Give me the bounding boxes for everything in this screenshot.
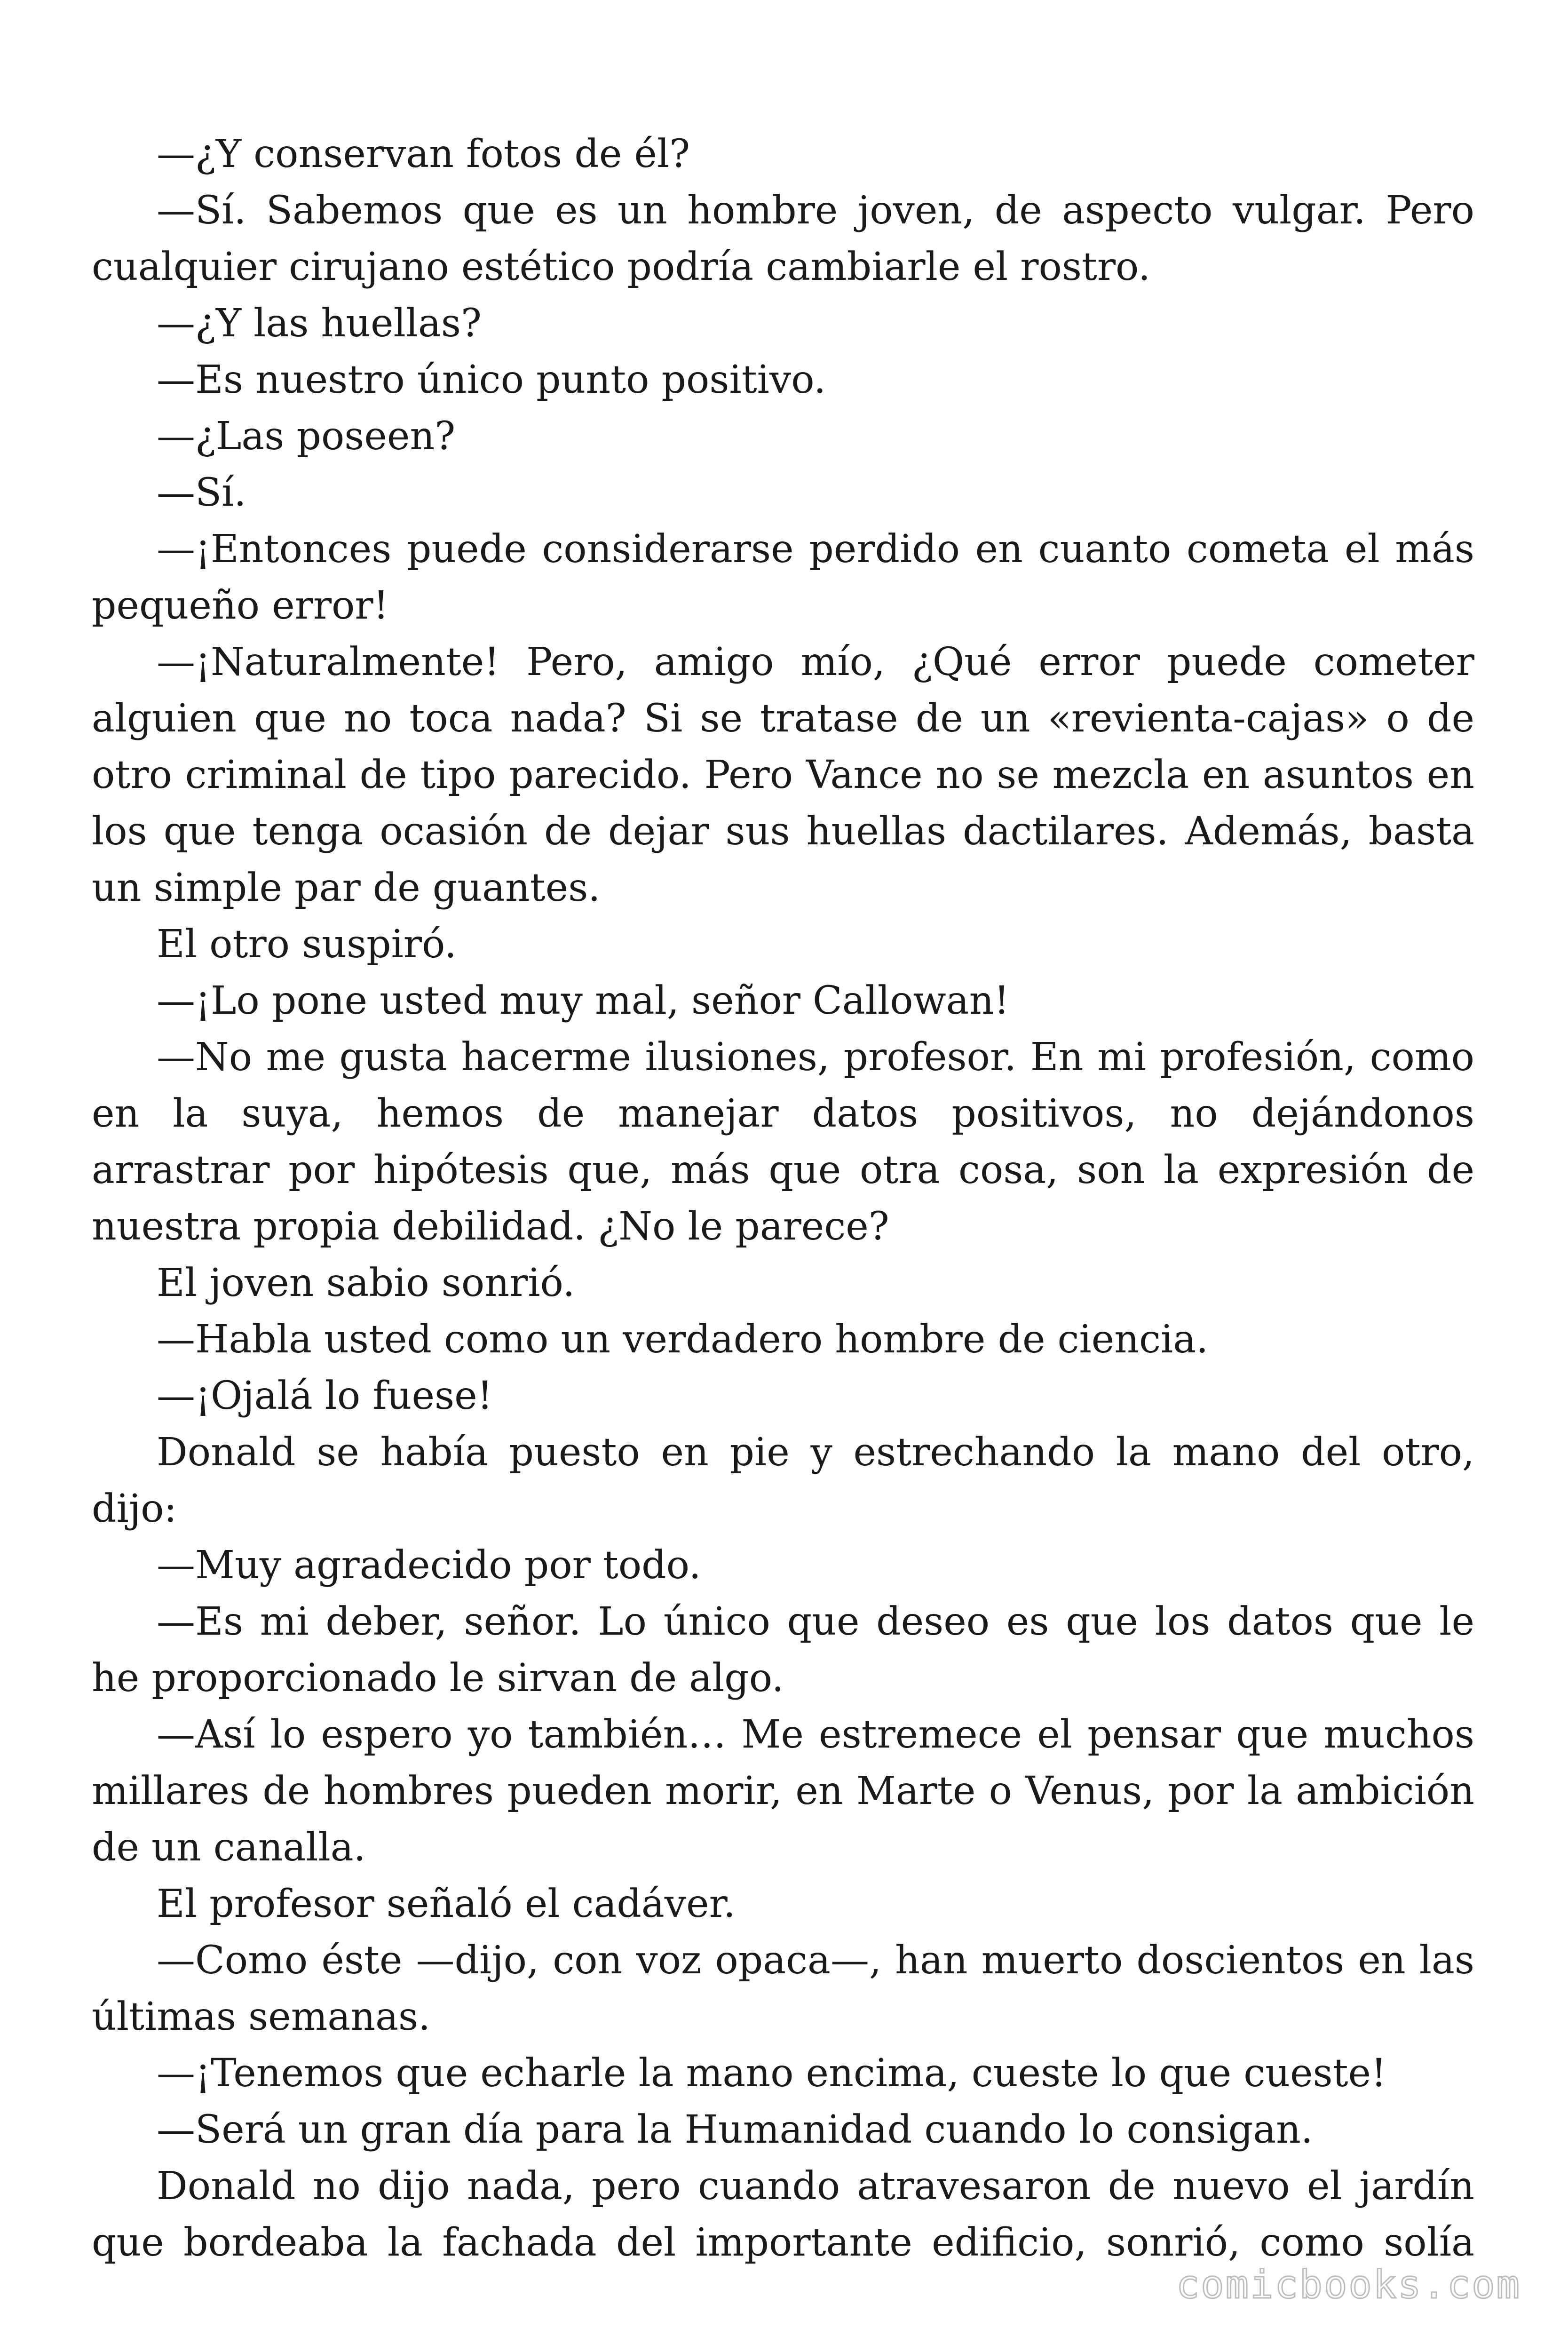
paragraph: —Será un gran día para la Humanidad cuando lo consigan. [157, 2107, 1313, 2152]
paragraph: —Así lo espero yo también… Me estremece el pensar que muchos millares de hombres pueden morir, en Marte o Venus, por la ambición de un canalla. [92, 1712, 1474, 1870]
paragraph: —¡Tenemos que echarle la mano encima, cueste lo que cueste! [157, 2051, 1387, 2096]
paragraph: —Habla usted como un verdadero hombre de ciencia. [157, 1317, 1209, 1362]
paragraph: —¿Y conservan fotos de él? [157, 132, 690, 176]
paragraph: —¡Naturalmente! Pero, amigo mío, ¿Qué error puede cometer alguien que no toca nada? Si se tratase de un «revienta-cajas» o de otro criminal de tipo parecido. Pero Vance no se mezcla en asuntos en los que tenga ocasión de dejar sus huellas dactilares. Además, basta un simple par de guantes. [92, 640, 1474, 910]
site-watermark: comicbooks.com [1176, 2263, 1521, 2307]
paragraph: —Es nuestro único punto positivo. [157, 358, 826, 402]
paragraph: —¿Las poseen? [157, 414, 456, 459]
paragraph: —Sí. [157, 470, 246, 515]
paragraph: El otro suspiró. [157, 922, 457, 967]
paragraph: —No me gusta hacerme ilusiones, profesor. En mi profesión, como en la suya, hemos de manejar datos positivos, no dejándonos arrastrar por hipótesis que, más que otra cosa, son la expresión de nuestra propia debilidad. ¿No le parece? [92, 1035, 1474, 1249]
paragraph: El profesor señaló el cadáver. [157, 1882, 736, 1926]
paragraph: —¿Y las huellas? [157, 301, 482, 346]
paragraph: —Muy agradecido por todo. [157, 1543, 701, 1588]
paragraph: El joven sabio sonrió. [157, 1261, 575, 1305]
paragraph: —¡Lo pone usted muy mal, señor Callowan! [157, 978, 1010, 1023]
paragraph: —Sí. Sabemos que es un hombre joven, de aspecto vulgar. Pero cualquier cirujano estético podría cambiarle el rostro. [92, 188, 1474, 289]
paragraph-continued: Donald no dijo nada, pero cuando atravesaron de nuevo el jardín que bordeaba la fachada del importante edificio, sonrió, como solía [92, 2164, 1474, 2265]
paragraph: —¡Entonces puede considerarse perdido en cuanto cometa el más pequeño error! [92, 527, 1474, 628]
paragraph: —Es mi deber, señor. Lo único que deseo es que los datos que le he proporcionado le sirvan de algo. [92, 1599, 1474, 1700]
paragraph: —¡Ojalá lo fuese! [157, 1374, 493, 1418]
book-page-text [92, 126, 1474, 2271]
paragraph: Donald se había puesto en pie y estrechando la mano del otro, dijo: [92, 1430, 1474, 1531]
paragraph: —Como éste —dijo, con voz opaca—, han muerto doscientos en las últimas semanas. [92, 1938, 1474, 2039]
